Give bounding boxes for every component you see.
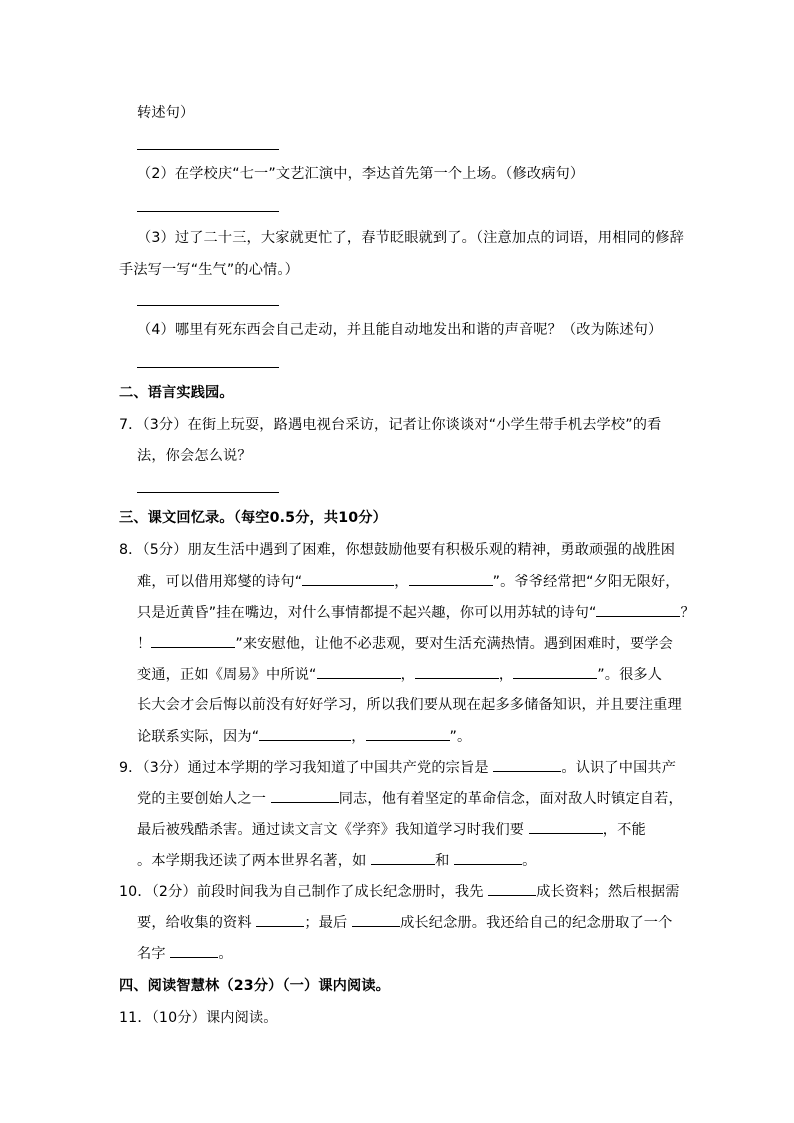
q10-text: 成长资料；然后根据需 [536,884,680,900]
q6-part3-line1: （3）过了二十三，大家就更忙了，春节眨眼就到了。（注意加点的词语，用相同的修辞 [137,230,684,246]
q8-text: ”。 [449,729,472,745]
q9-text: 。认识了中国共产 [561,760,677,776]
q9-line3 [137,819,794,840]
section-2-heading: 二、语言实践园。 [119,385,234,401]
q7-line1: 7．（3分）在街上玩耍，路遇电视台采访，记者让你谈谈对“小学生带手机去学校”的看 [119,417,662,433]
q8-text: 只是近黄昏”挂在嘴边，对什么事情都提不起兴趣，你可以用苏轼的诗句“ [137,605,597,621]
q8-line4 [137,633,794,654]
q8-text: 论联系实际，因为“ [137,729,260,745]
q10-text: 名字 [137,946,166,962]
q10-text: ；最后 [304,915,348,931]
q8-line5 [137,664,794,685]
q8-text: ”。爷爷经常把“夕阳无限好， [492,574,680,590]
blank-q9-2[interactable] [271,788,339,803]
blank-q10-3[interactable] [352,912,400,927]
q6-part4: （4）哪里有死东西会自己走动，并且能自动地发出和谐的声音呢？（改为陈述句） [137,322,663,338]
blank-q10-4[interactable] [170,943,218,958]
q9-line2 [137,788,794,809]
q8-line6: 长大会才会后悔以前没有好好学习，所以我们要从现在起多多储备知识，并且要注重理 [137,697,682,713]
q8-text: ”。很多人 [597,667,663,683]
answer-line-q6-2[interactable] [137,211,279,212]
q9-text: 9．（3分）通过本学期的学习我知道了中国共产党的宗旨是 [119,760,489,776]
blank-q8-1[interactable] [302,571,394,586]
q9-text: 党的主要创始人之一 [137,791,267,807]
q10-period: 。 [218,946,233,962]
blank-q8-7[interactable] [513,664,597,679]
q6-part1-end: 转述句） [137,105,195,121]
q6-part2: （2）在学校庆“七一”文艺汇演中，李达首先第一个上场。（修改病句） [137,166,585,182]
q10-line2 [137,912,794,933]
q8-comma: ， [351,729,366,745]
blank-q9-1[interactable] [493,757,561,772]
blank-q9-4[interactable] [371,850,435,865]
blank-q9-3[interactable] [529,819,603,834]
q6-part3-line2: 手法写一写“生气”的心情。） [119,262,299,278]
q9-and: 和 [435,853,450,869]
blank-q8-8[interactable] [259,726,351,741]
blank-q8-3[interactable] [596,602,680,617]
q10-text: 10．（2分）前段时间我为自己制作了成长纪念册时，我先 [119,884,484,900]
blank-q8-4[interactable] [151,633,235,648]
q9-line4 [137,850,794,871]
answer-line-q6-4[interactable] [137,367,279,368]
section-3-heading: 三、课文回忆录。（每空0.5分，共10分） [119,510,387,526]
q8-comma: ， [400,667,415,683]
q10-line1 [119,881,794,902]
blank-q8-6[interactable] [415,664,499,679]
blank-q10-1[interactable] [488,881,536,896]
blank-q8-9[interactable] [366,726,450,741]
q9-text: ，不能 [602,822,646,838]
q9-text: 同志，他有着坚定的革命信念，面对敌人时镇定自若， [338,791,683,807]
q8-text: ”来安慰他，让他不必悲观，要对生活充满热情。遇到困难时，要学会 [235,636,673,652]
q9-line1 [119,757,794,778]
q10-text: 要，给收集的资料 [137,915,252,931]
q8-line2 [137,571,794,592]
blank-q10-2[interactable] [256,912,304,927]
blank-q8-2[interactable] [409,571,493,586]
q7-line2: 法，你会怎么说？ [137,448,252,464]
blank-q9-5[interactable] [454,850,522,865]
q8-line3 [137,602,794,623]
q8-comma: ， [498,667,514,683]
q9-text: 最后被残酷杀害。通过读文言文《学弈》我知道学习时我们要 [137,822,525,838]
blank-q8-5[interactable] [317,664,401,679]
q11-line: 11．（10分）课内阅读。 [119,1010,278,1026]
q9-text: 。本学期我还读了两本世界名著，如 [137,853,367,869]
answer-line-q7[interactable] [137,492,279,493]
q8-line1: 8．（5分）朋友生活中遇到了困难，你想鼓励他要有积极乐观的精神，勇敢顽强的战胜困 [119,542,676,558]
answer-line-q6-1[interactable] [137,149,279,150]
q8-text: 变通，正如《周易》中所说“ [137,667,317,683]
q10-text: 成长纪念册。我还给自己的纪念册取了一个 [400,915,673,931]
q8-comma: ， [394,574,409,590]
q8-text: 难，可以借用郑燮的诗句“ [137,574,303,590]
answer-line-q6-3[interactable] [137,305,279,306]
q8-line7 [137,726,794,747]
q10-line3 [137,943,794,964]
q8-exclamation: ！ [137,636,152,652]
q9-period: 。 [522,853,537,869]
q8-question-mark: ？ [680,605,695,621]
section-4-heading: 四、阅读智慧林（23分）（一）课内阅读。 [119,978,391,994]
